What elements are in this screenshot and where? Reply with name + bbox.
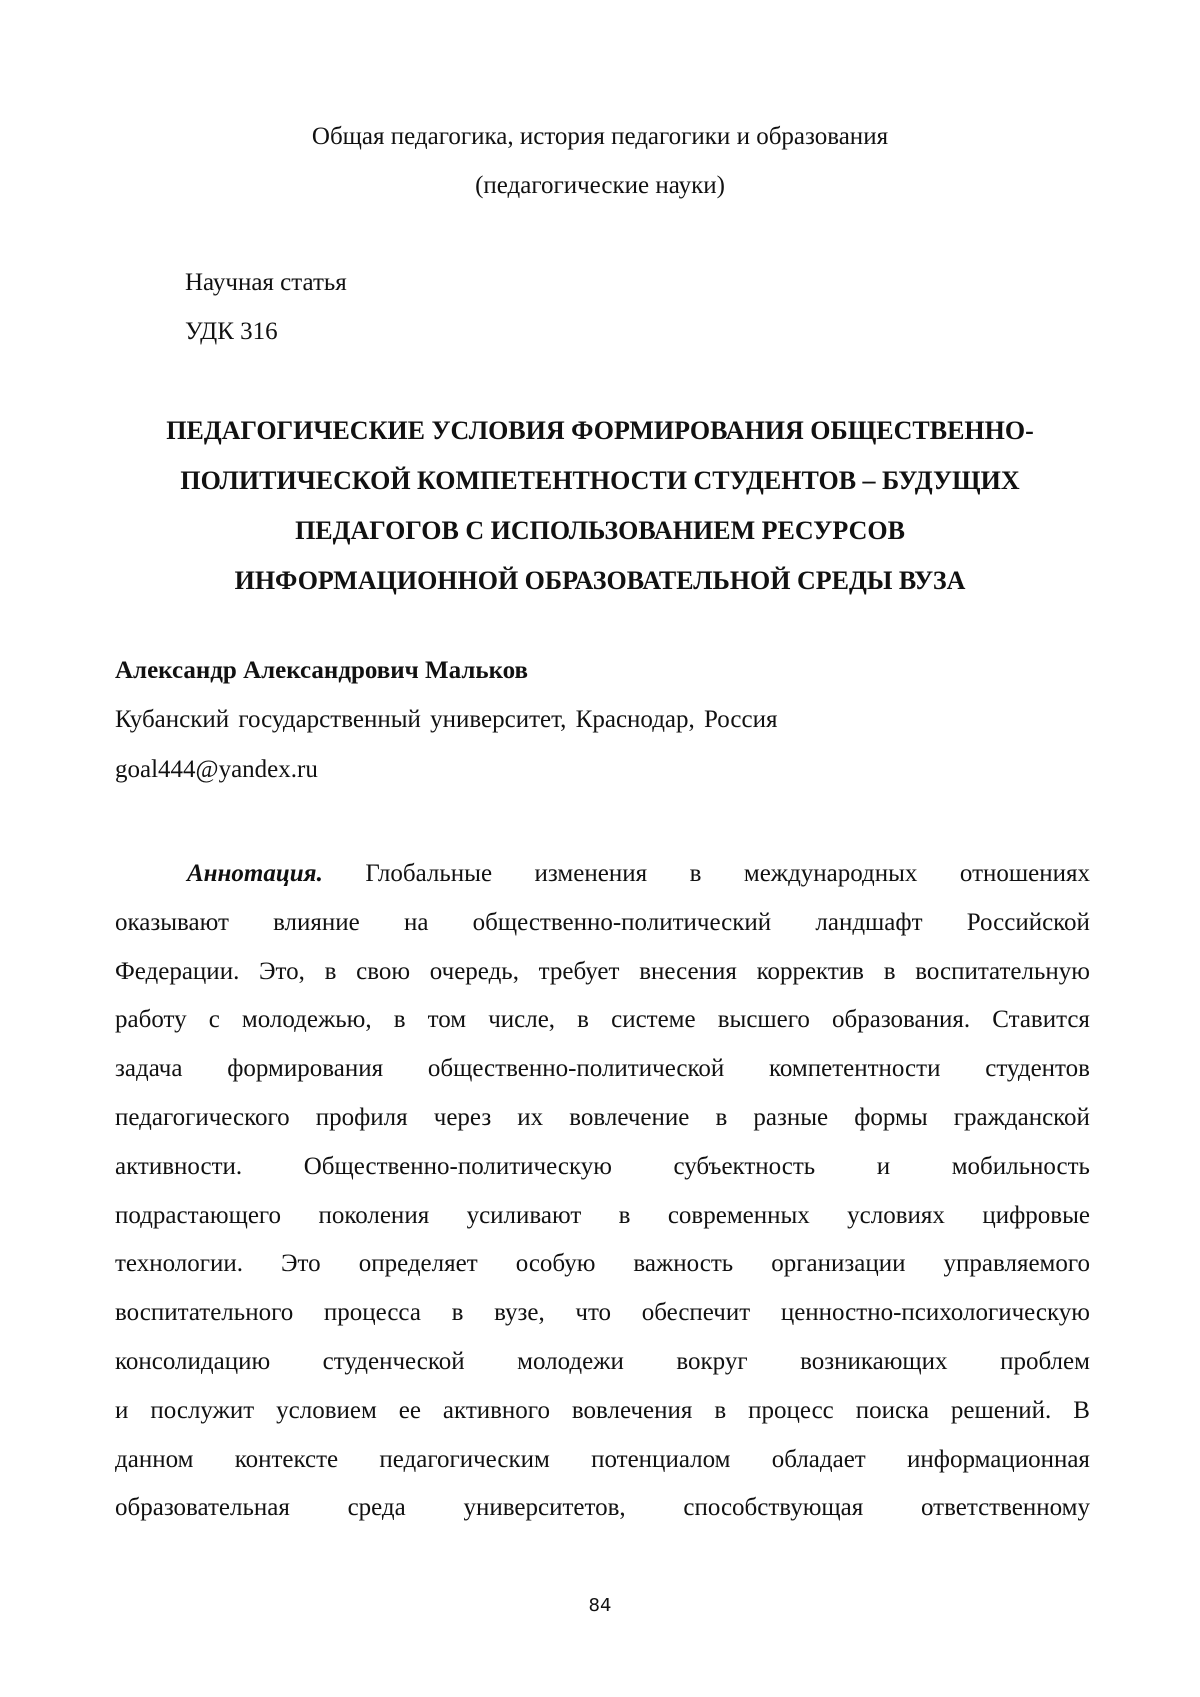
abstract-word: контексте xyxy=(234,1445,339,1473)
abstract-word: внесения xyxy=(639,957,737,985)
abstract-line xyxy=(115,1143,1090,1192)
abstract-word: определяет xyxy=(358,1250,478,1278)
abstract-word: организации xyxy=(771,1250,906,1278)
author-affiliation: Кубанский государственный университет, Краснодар, Россия xyxy=(115,706,778,733)
abstract-word: в xyxy=(715,1103,728,1131)
abstract-word: гражданской xyxy=(953,1103,1090,1131)
title-line: ИНФОРМАЦИОННОЙ ОБРАЗОВАТЕЛЬНОЙ СРЕДЫ ВУЗА xyxy=(234,566,966,595)
abstract-word: условием xyxy=(276,1396,377,1424)
abstract-word: Ставится xyxy=(992,1006,1090,1034)
abstract-word: на xyxy=(403,908,429,936)
title-line: ПОЛИТИЧЕСКОЙ КОМПЕТЕНТНОСТИ СТУДЕНТОВ – БУДУЩИХ xyxy=(180,466,1020,495)
abstract-word: их xyxy=(517,1103,544,1131)
abstract-line xyxy=(115,1436,1090,1485)
abstract-line xyxy=(115,1192,1090,1241)
abstract-word: ландшафт xyxy=(815,908,923,936)
article-type: Научная статья xyxy=(185,269,347,296)
abstract-word: и xyxy=(876,1152,891,1180)
abstract-word: проблем xyxy=(1000,1347,1090,1375)
abstract xyxy=(115,850,1090,1533)
abstract-word: числе, xyxy=(488,1006,556,1034)
abstract-line xyxy=(115,948,1090,997)
abstract-word: консолидацию xyxy=(115,1347,271,1375)
abstract-word: формирования xyxy=(227,1055,384,1083)
abstract-word: что xyxy=(575,1299,612,1327)
abstract-word: возникающих xyxy=(800,1347,948,1375)
abstract-word: общественно-политический xyxy=(472,908,772,936)
abstract-word: технологии. xyxy=(115,1250,243,1278)
abstract-word: том xyxy=(427,1006,467,1034)
abstract-word: педагогического xyxy=(115,1103,290,1131)
abstract-word: в xyxy=(883,957,896,985)
abstract-word: Российской xyxy=(966,908,1090,936)
abstract-word: Глобальные xyxy=(365,860,493,887)
title-line: ПЕДАГОГОВ С ИСПОЛЬЗОВАНИЕМ РЕСУРСОВ xyxy=(295,516,905,545)
abstract-word: активного xyxy=(442,1396,550,1424)
abstract-word: поколения xyxy=(318,1201,430,1229)
abstract-word: в xyxy=(393,1006,406,1034)
abstract-word: Федерации. xyxy=(115,957,240,985)
abstract-word: влияние xyxy=(273,908,360,936)
abstract-word: компетентности xyxy=(769,1055,941,1083)
abstract-word: воспитательного xyxy=(115,1299,294,1327)
abstract-word: обладает xyxy=(771,1445,866,1473)
abstract-line xyxy=(115,1045,1090,1094)
abstract-word: вокруг xyxy=(676,1347,748,1375)
abstract-word: оказывают xyxy=(115,908,229,936)
abstract-word: процесс xyxy=(748,1396,834,1424)
abstract-word: информационная xyxy=(907,1445,1090,1473)
abstract-word: процесса xyxy=(323,1299,421,1327)
abstract-word: Это, xyxy=(259,957,305,985)
abstract-word: профиля xyxy=(315,1103,408,1131)
abstract-label: Аннотация. xyxy=(187,860,323,887)
abstract-word: с xyxy=(208,1006,220,1034)
abstract-word: данном xyxy=(115,1445,194,1473)
abstract-word: педагогическим xyxy=(379,1445,550,1473)
abstract-word: очередь, xyxy=(429,957,519,985)
abstract-word: через xyxy=(433,1103,492,1131)
abstract-word: мобильность xyxy=(951,1152,1090,1180)
abstract-word: требует xyxy=(538,957,620,985)
abstract-word: вовлечения xyxy=(571,1396,693,1424)
abstract-word: Это xyxy=(281,1250,321,1278)
abstract-line xyxy=(115,1240,1090,1289)
section-heading-line-2: (педагогические науки) xyxy=(475,172,725,199)
abstract-word: образования. xyxy=(832,1006,971,1034)
abstract-word: подрастающего xyxy=(115,1201,282,1229)
abstract-line xyxy=(115,899,1090,948)
abstract-word: потенциалом xyxy=(591,1445,731,1473)
abstract-word: молодежи xyxy=(517,1347,624,1375)
abstract-word: вовлечение xyxy=(569,1103,690,1131)
author-email: goal444@yandex.ru xyxy=(115,756,318,783)
abstract-word: отношениях xyxy=(959,860,1090,887)
article-title xyxy=(115,406,1085,606)
abstract-word: студентов xyxy=(985,1055,1090,1083)
abstract-word: особую xyxy=(515,1250,596,1278)
abstract-word: в xyxy=(324,957,337,985)
abstract-word: молодежью, xyxy=(241,1006,372,1034)
abstract-word: высшего xyxy=(717,1006,810,1034)
abstract-word: послужит xyxy=(150,1396,255,1424)
abstract-line xyxy=(115,996,1090,1045)
abstract-word: университетов, xyxy=(463,1494,626,1522)
page-number: 84 xyxy=(588,1595,612,1616)
abstract-line xyxy=(115,1094,1090,1143)
abstract-word: субъектность xyxy=(673,1152,816,1180)
abstract-word: и xyxy=(115,1396,129,1424)
abstract-word: образовательная xyxy=(115,1494,290,1522)
abstract-word: международных xyxy=(743,860,918,887)
abstract-line xyxy=(115,850,1090,899)
abstract-line xyxy=(115,1484,1090,1533)
abstract-word: задача xyxy=(115,1055,183,1083)
abstract-word: обеспечит xyxy=(641,1299,751,1327)
abstract-word: ее xyxy=(398,1396,421,1424)
abstract-line xyxy=(115,1387,1090,1436)
abstract-word: Общественно-политическую xyxy=(303,1152,612,1180)
abstract-word: системе xyxy=(611,1006,696,1034)
abstract-word: в xyxy=(451,1299,464,1327)
abstract-word: корректив xyxy=(756,957,864,985)
abstract-word: в xyxy=(618,1201,631,1229)
abstract-line xyxy=(115,1338,1090,1387)
abstract-word: работу xyxy=(115,1006,187,1034)
abstract-word: вузе, xyxy=(494,1299,545,1327)
abstract-word: условиях xyxy=(847,1201,945,1229)
section-heading-line-1: Общая педагогика, история педагогики и образования xyxy=(311,123,889,150)
abstract-word: способствующая xyxy=(683,1494,864,1522)
abstract-word: важность xyxy=(633,1250,734,1278)
abstract-word: цифровые xyxy=(982,1201,1090,1229)
abstract-word: ответственному xyxy=(921,1494,1090,1522)
abstract-word: общественно-политической xyxy=(427,1055,725,1083)
abstract-word: поиска xyxy=(855,1396,929,1424)
abstract-word: В xyxy=(1073,1396,1090,1424)
abstract-word: активности. xyxy=(115,1152,243,1180)
abstract-word: изменения xyxy=(534,860,648,887)
abstract-word: усиливают xyxy=(466,1201,582,1229)
abstract-word: в xyxy=(577,1006,589,1034)
author-name: Александр Александрович Мальков xyxy=(115,657,529,684)
abstract-word: в xyxy=(689,860,702,887)
abstract-word: ценностно-психологическую xyxy=(780,1299,1090,1327)
abstract-word: управляемого xyxy=(943,1250,1090,1278)
abstract-word: студенческой xyxy=(322,1347,465,1375)
abstract-line xyxy=(115,1289,1090,1338)
abstract-word: воспитательную xyxy=(915,957,1090,985)
abstract-word: современных xyxy=(667,1201,810,1229)
abstract-word: свою xyxy=(356,957,411,985)
abstract-word: разные xyxy=(753,1103,829,1131)
abstract-word: формы xyxy=(854,1103,928,1131)
abstract-word: среда xyxy=(347,1494,406,1522)
udc-code: УДК 316 xyxy=(185,318,278,345)
abstract-word: решений. xyxy=(950,1396,1052,1424)
abstract-word: в xyxy=(714,1396,727,1424)
title-line: ПЕДАГОГИЧЕСКИЕ УСЛОВИЯ ФОРМИРОВАНИЯ ОБЩЕСТВЕННО- xyxy=(166,416,1034,445)
